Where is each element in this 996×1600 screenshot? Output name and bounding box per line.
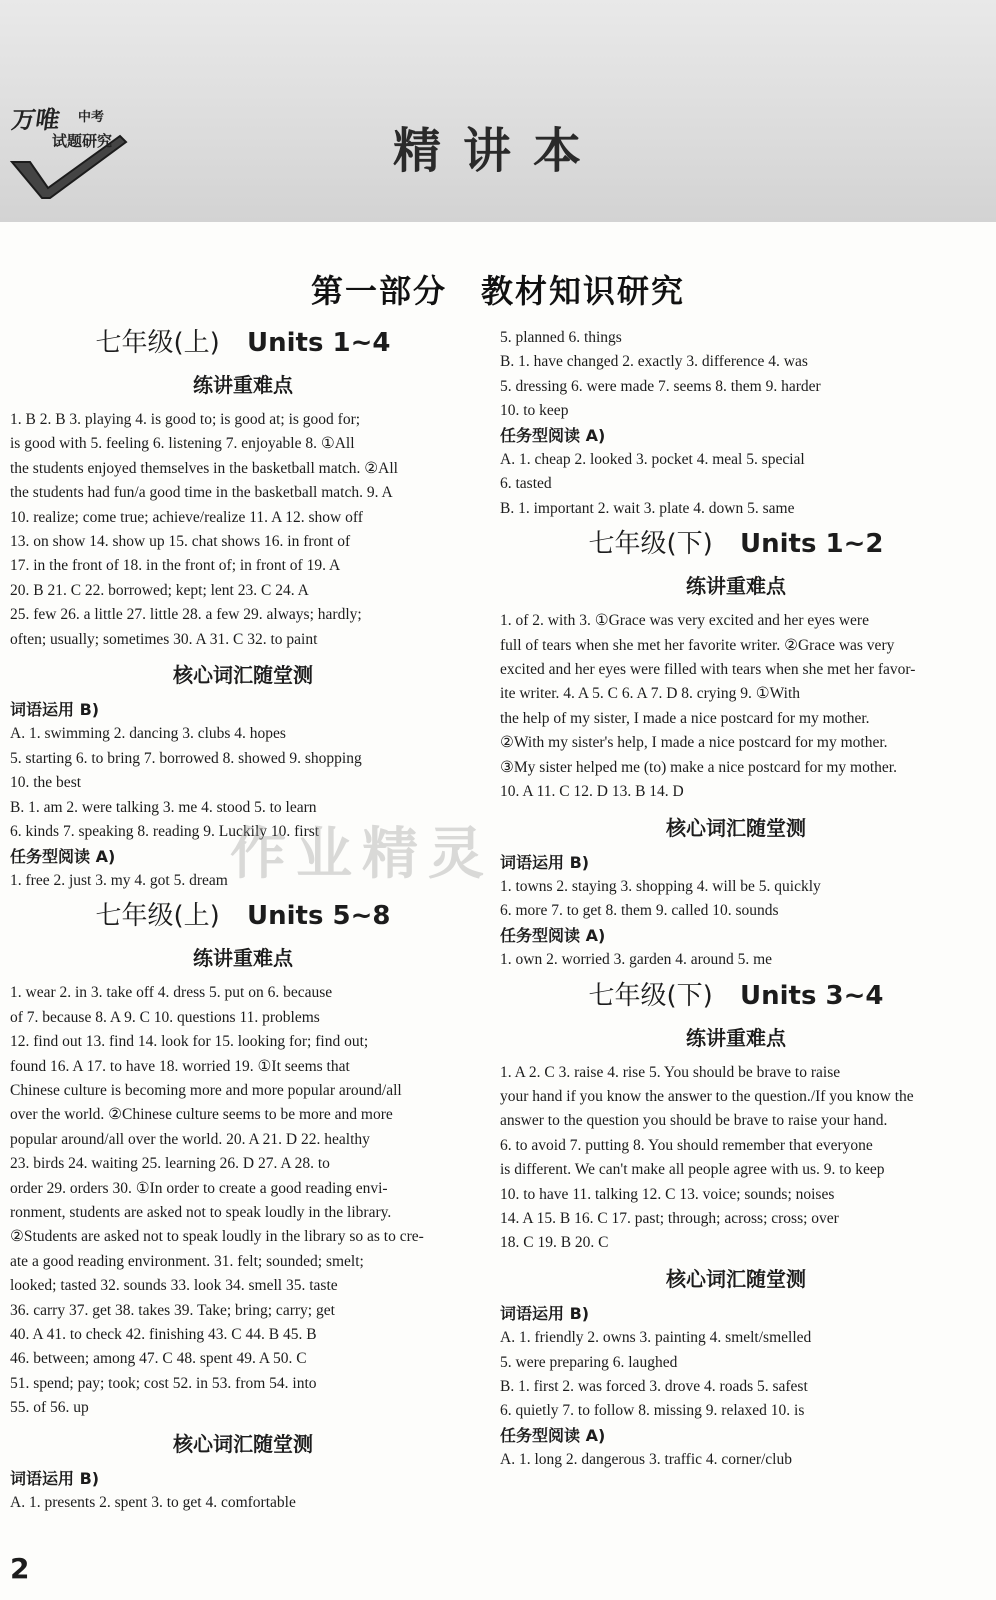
exercise-label: 词语运用 B) [10,1468,100,1488]
page-number: 2 [10,1552,30,1585]
watermark: 作业精灵 [230,822,494,887]
answer-line: excited and her eyes were filled with tears when she met her favor- [500,661,916,679]
answer-line: 5. planned 6. things [500,329,622,346]
answer-line: is different. We can't make all people agree with us. 9. to keep [500,1161,885,1179]
answer-line: 40. A 41. to check 42. finishing 43. C 44. B 45. B [10,1326,317,1343]
answer-line: Chinese culture is becoming more and more popular around/all [10,1081,402,1099]
answer-line: 1. of 2. with 3. ①Grace was very excited and her eyes were [500,612,869,630]
answer-line: 46. between; among 47. C 48. spent 49. A 50. C [10,1350,307,1368]
answer-line: ②With my sister's help, I made a nice postcard for my mother. [500,734,888,752]
answer-line: ite writer. 4. A 5. C 6. A 7. D 8. crying 9. ①With [500,685,801,703]
answer-line: 12. find out 13. find 14. look for 15. looking for; find out; [10,1033,369,1051]
answer-line: 1. own 2. worried 3. garden 4. around 5. me [500,951,773,969]
answer-line: A. 1. swimming 2. dancing 3. clubs 4. hopes [10,725,286,743]
book-title: 精讲本 [392,123,603,179]
answer-line: 10. the best [10,774,82,792]
unit-grade: 七年级(上) [95,901,220,932]
answer-block [10,408,476,652]
answer-line: A. 1. friendly 2. owns 3. painting 4. smelt/smelled [500,1329,812,1347]
unit-heading [10,324,476,362]
answer-line: 6. to avoid 7. putting 8. You should remember that everyone [500,1136,873,1154]
unit-range: Units 1~2 [739,529,884,560]
answer-line: over the world. ②Chinese culture seems to be more and more [10,1106,393,1124]
section-subtitle: 核心词汇随堂测 [173,1431,313,1456]
answer-line: 1. free 2. just 3. my 4. got 5. dream [10,871,228,889]
answer-line: ronment, students are asked not to speak loudly in the library. [10,1203,392,1221]
logo-main-text: 万唯 [9,106,62,134]
answer-block [500,875,972,924]
answer-block [500,448,972,521]
answer-line: 5. dressing 6. were made 7. seems 8. them 9. harder [500,377,821,395]
answer-block [500,1448,972,1472]
unit-range: Units 5~8 [246,901,391,932]
answer-line: 55. of 56. up [10,1399,89,1417]
unit-range: Units 3~4 [739,980,884,1011]
exercise-label: 词语运用 B) [500,852,590,872]
unit-heading [500,977,972,1015]
answer-line: B. 1. first 2. was forced 3. drove 4. roads 5. safest [500,1378,808,1395]
answer-line: B. 1. am 2. were talking 3. me 4. stood 5. to learn [10,798,317,816]
answer-block [500,326,972,424]
answer-line: your hand if you know the answer to the question./If you know the [500,1087,914,1105]
answer-line: looked; tasted 32. sounds 33. look 34. smell 35. taste [10,1277,338,1295]
section-subtitle: 练讲重难点 [686,574,786,599]
answer-line: 25. few 26. a little 27. little 28. a few 29. always; hardly; [10,606,362,624]
page-header [0,0,996,222]
answer-line: 51. spend; pay; took; cost 52. in 53. from 54. into [10,1374,317,1392]
answer-line: ②Students are asked not to speak loudly in the library so as to cre- [10,1228,424,1246]
answer-line: 18. C 19. B 20. C [500,1234,609,1252]
answer-line: 36. carry 37. get 38. takes 39. Take; bring; carry; get [10,1301,335,1319]
answer-line: popular around/all over the world. 20. A 21. D 22. healthy [10,1130,370,1148]
answer-line: B. 1. have changed 2. exactly 3. difference 4. was [500,353,808,371]
exercise-label: 任务型阅读 A) [500,1425,606,1445]
answer-line: ate a good reading environment. 31. felt; sounded; smelt; [10,1252,364,1270]
answer-block [500,948,972,972]
logo-sub-text: 试题研究 [52,132,113,150]
answer-line: A. 1. presents 2. spent 3. to get 4. comfortable [10,1494,296,1512]
answer-line: full of tears when she met her favorite writer. ②Grace was very [500,636,895,654]
answer-line: 17. in the front of 18. in the front of; in front of 19. A [10,557,341,575]
answer-line: 1. B 2. B 3. playing 4. is good to; is good at; is good for; [10,411,361,428]
part-title: 第一部分 教材知识研究 [310,272,685,310]
answer-block [500,609,972,804]
exercise-label: 词语运用 B) [10,700,100,720]
unit-grade: 七年级(上) [95,328,220,358]
answer-line: 6. more 7. to get 8. them 9. called 10. sounds [500,902,779,920]
unit-range: Units 1~4 [246,328,391,358]
left-column [10,320,476,1515]
answer-block [10,1491,476,1515]
answer-block [500,1061,972,1256]
answer-line: 13. on show 14. show up 15. chat shows 16. in front of [10,533,351,551]
unit-grade: 七年级(下) [588,980,713,1011]
answer-line: is good with 5. feeling 6. listening 7. enjoyable 8. ①All [10,435,355,453]
exercise-label: 词语运用 B) [500,1303,590,1323]
answer-line: the help of my sister, I made a nice postcard for my mother. [500,709,870,727]
section-subtitle: 核心词汇随堂测 [666,1266,806,1291]
exercise-label: 任务型阅读 A) [500,425,606,445]
exercise-label: 任务型阅读 A) [500,925,606,945]
right-column [500,326,972,1473]
section-subtitle: 核心词汇随堂测 [173,663,313,688]
logo-small-text: 中考 [78,110,105,125]
answer-line: 5. starting 6. to bring 7. borrowed 8. showed 9. shopping [10,749,362,767]
answer-line: 20. B 21. C 22. borrowed; kept; lent 23. C 24. A [10,581,309,599]
answer-line: 6. quietly 7. to follow 8. missing 9. relaxed 10. is [500,1402,805,1420]
exercise-label: 任务型阅读 A) [10,846,116,866]
answer-line: A. 1. long 2. dangerous 3. traffic 4. corner/club [500,1451,792,1469]
answer-line: the students enjoyed themselves in the basketball match. ②All [10,459,398,477]
answer-line: ③My sister helped me (to) make a nice postcard for my mother. [500,758,897,776]
answer-line: 6. tasted [500,475,552,493]
answer-line: often; usually; sometimes 30. A 31. C 32. to paint [10,630,318,648]
answer-block [10,981,476,1420]
answer-line: 10. A 11. C 12. D 13. B 14. D [500,783,684,801]
answer-line: 14. A 15. B 16. C 17. past; through; across; cross; over [500,1209,839,1227]
answer-line: order 29. orders 30. ①In order to create a good reading envi- [10,1179,388,1197]
answer-line: 10. to keep [500,402,569,420]
section-subtitle: 练讲重难点 [193,373,293,397]
answer-block [500,1326,972,1424]
answer-line: 6. kinds 7. speaking 8. reading 9. Luckily 10. first [10,823,320,841]
answer-line: 10. realize; come true; achieve/realize 11. A 12. show off [10,508,363,526]
answer-line: answer to the question you should be brave to raise your hand. [500,1112,888,1130]
answer-line: found 16. A 17. to have 18. worried 19. ①It seems that [10,1057,350,1075]
unit-heading [500,525,972,563]
answer-line: 1. towns 2. staying 3. shopping 4. will be 5. quickly [500,877,821,895]
answer-line: 10. to have 11. talking 12. C 13. voice; sounds; noises [500,1185,835,1203]
section-subtitle: 练讲重难点 [193,946,293,971]
answer-line: 1. wear 2. in 3. take off 4. dress 5. put on 6. because [10,984,333,1002]
unit-grade: 七年级(下) [588,529,713,560]
answer-line: of 7. because 8. A 9. C 10. questions 11. problems [10,1008,320,1026]
answer-line: 23. birds 24. waiting 25. learning 26. D 27. A 28. to [10,1155,330,1173]
answer-line: B. 1. important 2. wait 3. plate 4. down 5. same [500,499,795,517]
answer-line: 5. were preparing 6. laughed [500,1353,678,1371]
unit-heading [10,897,476,935]
answer-line: 1. A 2. C 3. raise 4. rise 5. You should be brave to raise [500,1063,841,1081]
answer-line: the students had fun/a good time in the basketball match. 9. A [10,484,393,502]
answer-line: A. 1. cheap 2. looked 3. pocket 4. meal 5. special [500,451,805,469]
section-subtitle: 核心词汇随堂测 [666,815,806,840]
section-subtitle: 练讲重难点 [686,1025,786,1050]
